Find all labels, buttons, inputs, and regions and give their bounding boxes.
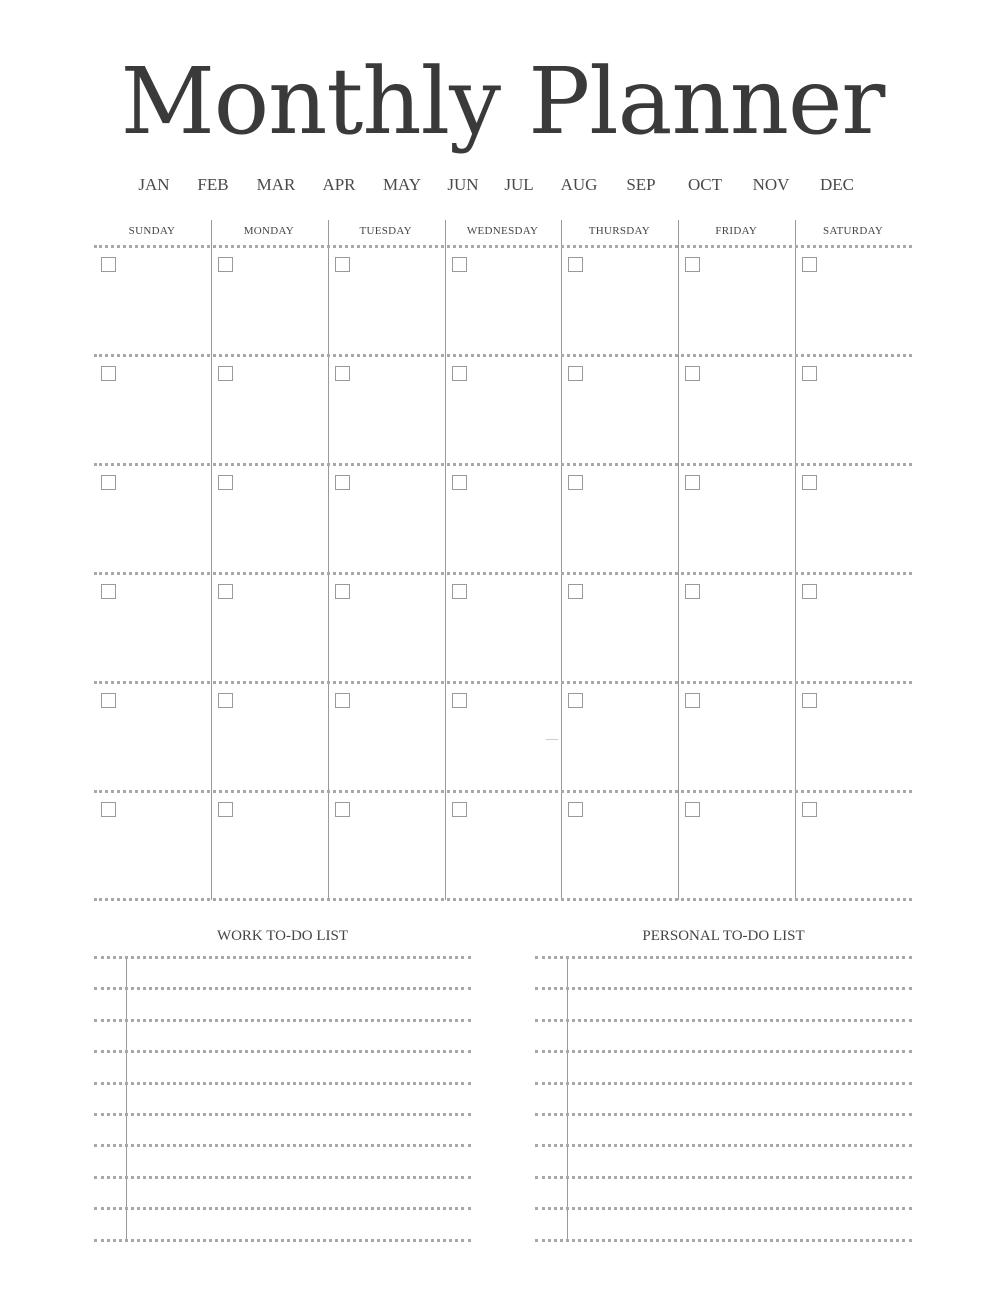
day-cell[interactable] bbox=[678, 469, 794, 577]
day-cell[interactable] bbox=[678, 251, 794, 359]
personal-todo-line[interactable] bbox=[535, 1144, 912, 1147]
day-checkbox[interactable] bbox=[101, 257, 116, 272]
month-dec[interactable]: DEC bbox=[820, 175, 854, 194]
day-cell[interactable] bbox=[561, 469, 677, 577]
personal-todo-title: PERSONAL TO-DO LIST bbox=[642, 928, 805, 944]
day-cell[interactable] bbox=[211, 687, 327, 795]
day-checkbox[interactable] bbox=[218, 802, 233, 817]
day-checkbox[interactable] bbox=[802, 802, 817, 817]
day-cell[interactable] bbox=[328, 578, 444, 686]
day-checkbox[interactable] bbox=[568, 366, 583, 381]
personal-todo-lines bbox=[535, 956, 912, 1246]
work-todo-line[interactable] bbox=[94, 956, 471, 959]
day-checkbox[interactable] bbox=[568, 475, 583, 490]
day-cell[interactable] bbox=[561, 251, 677, 359]
day-checkbox[interactable] bbox=[101, 693, 116, 708]
day-cell[interactable] bbox=[445, 796, 561, 904]
day-cell[interactable] bbox=[445, 251, 561, 359]
weekday-sunday: SUNDAY bbox=[128, 225, 176, 237]
work-todo-line[interactable] bbox=[94, 1239, 471, 1242]
day-checkbox[interactable] bbox=[335, 802, 350, 817]
day-checkbox[interactable] bbox=[802, 366, 817, 381]
personal-todo-line[interactable] bbox=[535, 987, 912, 990]
personal-todo-line[interactable] bbox=[535, 1019, 912, 1022]
day-checkbox[interactable] bbox=[452, 366, 467, 381]
day-cell[interactable] bbox=[445, 687, 561, 795]
day-checkbox[interactable] bbox=[802, 584, 817, 599]
month-mar[interactable]: MAR bbox=[256, 175, 296, 194]
day-checkbox[interactable] bbox=[685, 366, 700, 381]
day-checkbox[interactable] bbox=[568, 802, 583, 817]
work-todo-line[interactable] bbox=[94, 1144, 471, 1147]
row-divider bbox=[94, 245, 912, 248]
weekday-thursday: THURSDAY bbox=[588, 225, 651, 237]
month-feb[interactable]: FEB bbox=[197, 175, 229, 194]
day-checkbox[interactable] bbox=[452, 584, 467, 599]
day-checkbox[interactable] bbox=[568, 693, 583, 708]
month-jun[interactable]: JUN bbox=[447, 175, 479, 194]
day-cell[interactable] bbox=[328, 251, 444, 359]
day-checkbox[interactable] bbox=[218, 584, 233, 599]
day-cell[interactable] bbox=[678, 687, 794, 795]
stray-mark bbox=[546, 739, 558, 740]
day-cell[interactable] bbox=[678, 578, 794, 686]
day-cell[interactable] bbox=[445, 578, 561, 686]
work-todo-title: WORK TO-DO LIST bbox=[216, 928, 349, 944]
day-checkbox[interactable] bbox=[335, 693, 350, 708]
month-nov[interactable]: NOV bbox=[752, 175, 790, 194]
day-checkbox[interactable] bbox=[685, 693, 700, 708]
day-cell[interactable] bbox=[795, 469, 911, 577]
personal-todo-line[interactable] bbox=[535, 1207, 912, 1210]
day-cell[interactable] bbox=[94, 469, 210, 577]
day-cell[interactable] bbox=[328, 796, 444, 904]
day-checkbox[interactable] bbox=[685, 257, 700, 272]
day-checkbox[interactable] bbox=[218, 693, 233, 708]
personal-todo-line[interactable] bbox=[535, 1176, 912, 1179]
day-checkbox[interactable] bbox=[685, 475, 700, 490]
day-checkbox[interactable] bbox=[101, 584, 116, 599]
day-checkbox[interactable] bbox=[685, 802, 700, 817]
day-cell[interactable] bbox=[211, 578, 327, 686]
work-todo-line[interactable] bbox=[94, 1176, 471, 1179]
day-checkbox[interactable] bbox=[802, 475, 817, 490]
weekday-saturday: SATURDAY bbox=[823, 225, 884, 237]
day-checkbox[interactable] bbox=[101, 366, 116, 381]
day-cell[interactable] bbox=[561, 687, 677, 795]
day-cell[interactable] bbox=[211, 360, 327, 468]
day-cell[interactable] bbox=[94, 687, 210, 795]
day-checkbox[interactable] bbox=[335, 366, 350, 381]
day-checkbox[interactable] bbox=[218, 366, 233, 381]
day-checkbox[interactable] bbox=[452, 693, 467, 708]
day-checkbox[interactable] bbox=[101, 802, 116, 817]
day-checkbox[interactable] bbox=[452, 802, 467, 817]
work-todo-line[interactable] bbox=[94, 1207, 471, 1210]
day-cell[interactable] bbox=[561, 360, 677, 468]
month-sep[interactable]: SEP bbox=[626, 175, 656, 194]
day-cell[interactable] bbox=[328, 687, 444, 795]
weekday-friday: FRIDAY bbox=[715, 225, 758, 237]
day-checkbox[interactable] bbox=[335, 584, 350, 599]
day-cell[interactable] bbox=[94, 578, 210, 686]
work-todo-line[interactable] bbox=[94, 1019, 471, 1022]
work-todo-line[interactable] bbox=[94, 987, 471, 990]
day-cell[interactable] bbox=[795, 687, 911, 795]
day-cell[interactable] bbox=[795, 251, 911, 359]
day-checkbox[interactable] bbox=[452, 257, 467, 272]
month-aug[interactable]: AUG bbox=[560, 175, 598, 194]
day-cell[interactable] bbox=[678, 796, 794, 904]
calendar-grid bbox=[94, 218, 912, 900]
personal-todo-line[interactable] bbox=[535, 1113, 912, 1116]
day-checkbox[interactable] bbox=[568, 257, 583, 272]
weekday-tuesday: TUESDAY bbox=[359, 225, 412, 237]
month-jan[interactable]: JAN bbox=[138, 175, 170, 194]
day-cell[interactable] bbox=[561, 796, 677, 904]
day-checkbox[interactable] bbox=[335, 475, 350, 490]
day-checkbox[interactable] bbox=[335, 257, 350, 272]
day-cell[interactable] bbox=[211, 796, 327, 904]
month-jul[interactable]: JUL bbox=[504, 175, 534, 194]
month-selector bbox=[0, 175, 1005, 201]
day-checkbox[interactable] bbox=[101, 475, 116, 490]
personal-todo-margin-line bbox=[567, 956, 568, 1241]
day-checkbox[interactable] bbox=[218, 257, 233, 272]
day-checkbox[interactable] bbox=[568, 584, 583, 599]
day-cell[interactable] bbox=[94, 796, 210, 904]
day-checkbox[interactable] bbox=[218, 475, 233, 490]
day-cell[interactable] bbox=[678, 360, 794, 468]
day-cell[interactable] bbox=[795, 578, 911, 686]
day-cell[interactable] bbox=[445, 360, 561, 468]
day-checkbox[interactable] bbox=[685, 584, 700, 599]
day-checkbox[interactable] bbox=[802, 257, 817, 272]
page-title: Monthly Planner bbox=[120, 48, 885, 155]
day-cell[interactable] bbox=[328, 469, 444, 577]
day-cell[interactable] bbox=[211, 469, 327, 577]
day-cell[interactable] bbox=[561, 578, 677, 686]
work-todo-line[interactable] bbox=[94, 1082, 471, 1085]
personal-todo-line[interactable] bbox=[535, 956, 912, 959]
day-cell[interactable] bbox=[445, 469, 561, 577]
day-cell[interactable] bbox=[94, 251, 210, 359]
day-cell[interactable] bbox=[328, 360, 444, 468]
personal-todo-line[interactable] bbox=[535, 1082, 912, 1085]
work-todo-line[interactable] bbox=[94, 1113, 471, 1116]
month-may[interactable]: MAY bbox=[382, 175, 422, 194]
work-todo-line[interactable] bbox=[94, 1050, 471, 1053]
weekday-monday: MONDAY bbox=[243, 225, 294, 237]
day-cell[interactable] bbox=[94, 360, 210, 468]
work-todo-margin-line bbox=[126, 956, 127, 1241]
month-oct[interactable]: OCT bbox=[688, 175, 722, 194]
day-checkbox[interactable] bbox=[802, 693, 817, 708]
work-todo-lines bbox=[94, 956, 471, 1246]
day-cell[interactable] bbox=[211, 251, 327, 359]
weekday-wednesday: WEDNESDAY bbox=[466, 225, 539, 237]
personal-todo-line[interactable] bbox=[535, 1050, 912, 1053]
day-checkbox[interactable] bbox=[452, 475, 467, 490]
day-cell[interactable] bbox=[795, 796, 911, 904]
day-cell[interactable] bbox=[795, 360, 911, 468]
personal-todo-line[interactable] bbox=[535, 1239, 912, 1242]
month-apr[interactable]: APR bbox=[322, 175, 356, 194]
